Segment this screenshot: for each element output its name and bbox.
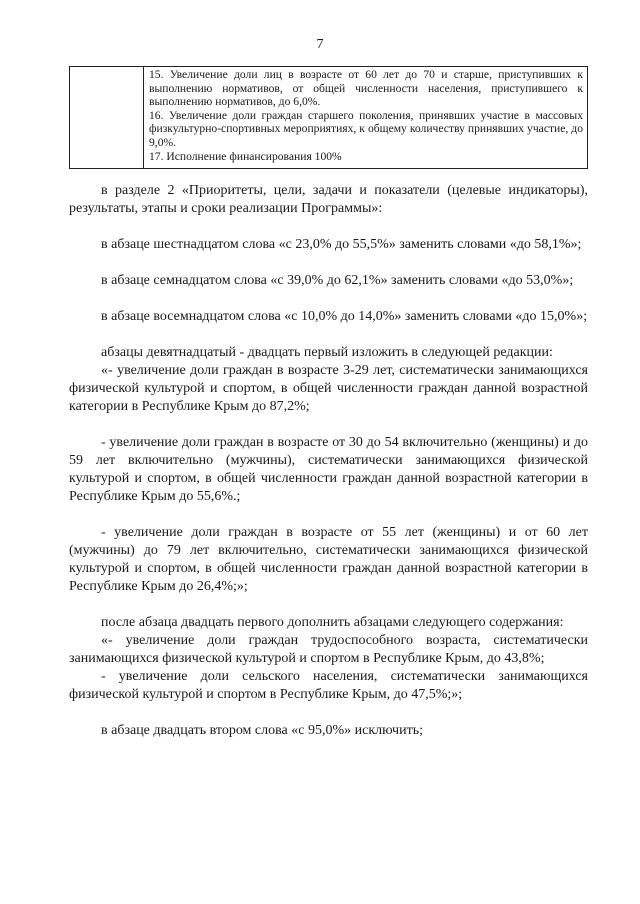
paragraph-abzac-17: в абзаце семнадцатом слова «с 39,0% до 62,1%» заменить словами «до 53,0%»; [101, 273, 574, 288]
page-number: 7 [316, 37, 324, 52]
paragraph-abzac-16: в абзаце шестнадцатом слова «с 23,0% до 55,5%» заменить словами «до 58,1%»; [101, 237, 582, 252]
table-content-cell [144, 67, 587, 168]
paragraph-abzac-22: в абзаце двадцать втором слова «с 95,0%» исключить; [101, 723, 423, 738]
paragraph-after-21: после абзаца двадцать первого дополнить абзацами следующего содержания: [101, 615, 564, 630]
paragraph-working-age: «- увеличение доли граждан трудоспособного возраста, систематически занимающихся физической культурой и спортом в Республике Крым, до 43,8%; [69, 633, 588, 666]
paragraph-section-2: в разделе 2 «Приоритеты, цели, задачи и показатели (целевые индикаторы), результаты, этапы и сроки реализации Программы»: [69, 183, 588, 216]
paragraph-age-55-79: - увеличение доли граждан в возрасте от 55 лет (женщины) и от 60 лет (мужчины) до 79 лет включительно, систематически занимающихся физической культурой и спортом, в общей численности граждан данной возрастной категории в Республике Крым до 26,4%;»; [69, 525, 588, 594]
paragraph-abzac-18: в абзаце восемнадцатом слова «с 10,0% до 14,0%» заменить словами «до 15,0%»; [101, 309, 588, 324]
document-body [69, 182, 588, 740]
indicators-table [69, 66, 588, 169]
table-empty-cell [70, 67, 144, 168]
paragraph-rural: - увеличение доли сельского населения, систематически занимающихся физической культурой и спортом в Республике Крым, до 47,5%;»; [69, 669, 588, 702]
paragraph-abzacy-19-21: абзацы девятнадцатый - двадцать первый изложить в следующей редакции: [101, 345, 553, 360]
table-item-15: 15. Увеличение доли лиц в возрасте от 60 лет до 70 и старше, приступивших к выполнению нормативов, от общей численности населения, приступившего к выполнению нормативов, до 6,0%. [149, 68, 583, 109]
paragraph-age-3-29: «- увеличение доли граждан в возрасте 3-29 лет, систематически занимающихся физической культурой и спортом, в общей численности граждан данной возрастной категории в Республике Крым до 87,2%; [69, 363, 588, 414]
paragraph-age-30-59: - увеличение доли граждан в возрасте от 30 до 54 включительно (женщины) и до 59 лет включительно (мужчины), систематически занимающихся физической культурой и спортом, в общей численности граждан данной возрастной категории в Республике Крым до 55,6%.; [69, 435, 588, 504]
table-item-16: 16. Увеличение доли граждан старшего поколения, принявших участие в массовых физкультурно-спортивных мероприятиях, к общему количеству принявших участие, до 9,0%. [149, 108, 583, 149]
table-item-17: 17. Исполнение финансирования 100% [149, 149, 342, 163]
